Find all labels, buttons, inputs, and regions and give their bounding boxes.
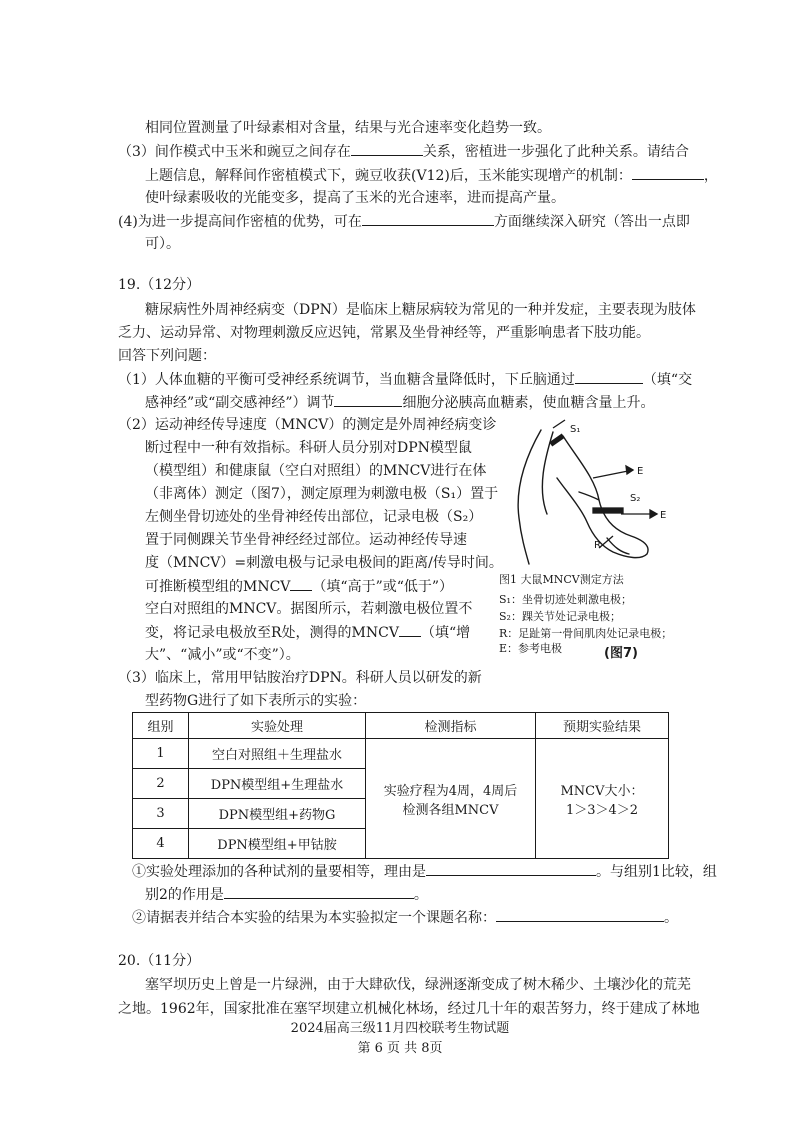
q19-part2-line5: 左侧坐骨切迹处的坐骨神经传出部位，记录电极（S₂） xyxy=(145,509,483,525)
q18-part3-text-a: （3）间作模式中玉米和豌豆之间存在 xyxy=(118,144,351,160)
label-r: R xyxy=(594,540,601,551)
expected-line1: MNCV大小： xyxy=(560,783,644,799)
page-number: 第 6 页 共 8页 xyxy=(357,1041,443,1056)
header-group: 组别 xyxy=(133,713,189,739)
q19-part1-text-a: （1）人体血糖的平衡可受神经系统调节，当血糖含量降低时，下丘脑通过 xyxy=(118,372,575,388)
answer-blank[interactable] xyxy=(575,369,643,384)
q19-intro2: 乏力、运动异常、对物理刺激反应迟钝，常累及坐骨神经等，严重影响患者下肢功能。 xyxy=(118,325,650,341)
q19-part1-text-c: 感神经”或“副交感神经”）调节 xyxy=(145,395,335,411)
expected-line2: 1＞3＞4＞2 xyxy=(565,802,639,818)
label-s1: S₁ xyxy=(570,424,581,435)
q18-part3-text-c-end: ， xyxy=(703,168,718,184)
q19-sub1-text-c: 别2的作用是 xyxy=(145,887,224,903)
q19-part1-line1 xyxy=(118,369,692,390)
q19-part2-text-h-a: 可推断模型组的MNCV xyxy=(145,579,291,595)
q19-part2-text-j-b: （填“增 xyxy=(420,625,471,641)
cell-group: 2 xyxy=(133,769,189,799)
q19-part2-line1: （2）运动神经传导速度（MNCV）的测定是外周神经病变诊 xyxy=(118,417,497,433)
q19-sub1-text-b: 。与组别1比较，组 xyxy=(596,864,717,880)
q19-part2-line10 xyxy=(145,622,470,643)
answer-blank[interactable] xyxy=(399,622,421,637)
answer-blank[interactable] xyxy=(224,884,414,899)
q19-part2-line7: 度（MNCV）=刺激电极与记录电极间的距离/传导时间。 xyxy=(145,555,503,571)
q19-part1-text-b: （填“交 xyxy=(642,372,693,388)
cell-group: 3 xyxy=(133,799,189,829)
answer-blank[interactable] xyxy=(496,907,664,922)
exam-title-footer: 2024届高三级11月四校联考生物试题 xyxy=(290,1021,510,1036)
q19-sub2-text-b: 。 xyxy=(664,910,678,926)
q19-part2-text-h-b: （填“高于”或“低于”） xyxy=(312,579,454,595)
answer-blank[interactable] xyxy=(334,392,402,407)
q18-part4-line1 xyxy=(118,211,690,232)
cell-treatment: 空白对照组＋生理盐水 xyxy=(189,739,366,769)
q19-part2-line6: 置于同侧踝关节坐骨神经经过部位。运动神经传导速 xyxy=(145,532,467,548)
table-header-row xyxy=(133,713,669,739)
answer-blank[interactable] xyxy=(362,211,494,226)
q19-sub1-line2 xyxy=(145,884,428,905)
header-expected: 预期实验结果 xyxy=(536,713,669,739)
answer-blank[interactable] xyxy=(351,141,423,156)
header-indicator: 检测指标 xyxy=(366,713,536,739)
q19-part2-line2: 断过程中一种有效指标。科研人员分别对DPN模型鼠 xyxy=(145,440,472,456)
q19-part2-line4: （非离体）测定（图7），测定原理为刺激电极（S₁）置于 xyxy=(145,486,499,502)
q19-part2-text-j-a: 变，将记录电极放至R处，测得的MNCV xyxy=(145,625,399,641)
q19-part3-line2: 型药物G进行了如下表所示的实验： xyxy=(145,693,367,709)
figure-tag: (图7) xyxy=(604,646,638,661)
answer-blank[interactable] xyxy=(632,165,704,180)
q19-sub1-line1 xyxy=(132,861,717,882)
q19-sub1-text-d: 。 xyxy=(413,887,428,903)
label-e-upper: E xyxy=(637,466,644,477)
q19-part2-line3: （模型组）和健康鼠（空白对照组）的MNCV进行在体 xyxy=(145,463,487,479)
header-treatment: 实验处理 xyxy=(189,713,366,739)
q20-heading: 20.（11分） xyxy=(118,953,201,969)
legend-r: R：足趾第一骨间肌肉处记录电极； xyxy=(499,627,673,640)
arrow-head xyxy=(626,466,633,474)
q19-sub1-text-a: ①实验处理添加的各种试剂的量要相等，理由是 xyxy=(132,864,426,880)
q19-part1-line2 xyxy=(145,392,654,413)
q19-sub2-line1 xyxy=(132,907,678,928)
legend-s1: S₁：坐骨切迹处刺激电极； xyxy=(499,593,632,606)
q18-part3-text-c: 上题信息，解释间作密植模式下，豌豆收获(V12)后，玉米能实现增产的机制： xyxy=(145,168,632,184)
q19-intro3: 回答下列问题： xyxy=(118,348,216,364)
cell-treatment: DPN模型组+生理盐水 xyxy=(189,769,366,799)
q18-part3-line1 xyxy=(118,141,689,162)
arrow-head xyxy=(650,510,657,518)
q19-part3-line1: （3）临床上，常用甲钴胺治疗DPN。科研人员以研发的新 xyxy=(118,670,482,686)
body-outline xyxy=(518,430,541,564)
cell-group: 4 xyxy=(133,829,189,859)
stimulus-electrode-wire xyxy=(553,420,565,428)
cell-treatment: DPN模型组+药物G xyxy=(189,799,366,829)
answer-blank[interactable] xyxy=(426,861,596,876)
label-s2: S₂ xyxy=(630,493,641,504)
q19-part2-line11: 大”、“减小”或“不变”）。 xyxy=(145,647,300,663)
q19-intro1: 糖尿病性外周神经病变（DPN）是临床上糖尿病较为常见的一种并发症，主要表现为肢体 xyxy=(145,302,696,318)
q19-heading: 19.（12分） xyxy=(118,277,201,293)
label-e-lower: E xyxy=(660,510,667,521)
indicator-line1: 实验疗程为4周，4周后 xyxy=(383,783,518,799)
q18-part4-text-b: 方面继续深入研究（答出一点即 xyxy=(493,214,690,230)
q18-part4-line2: 可）。 xyxy=(145,236,180,252)
cell-indicator xyxy=(366,739,536,859)
q18-part3-line2 xyxy=(145,165,718,186)
cell-group: 1 xyxy=(133,739,189,769)
recording-electrode xyxy=(593,508,623,513)
legend-s2: S₂：踝关节处记录电极； xyxy=(499,610,621,623)
answer-blank[interactable] xyxy=(290,576,312,591)
q19-part1-text-d: 细胞分泌胰高血糖素，使血糖含量上升。 xyxy=(402,395,655,411)
indicator-line2: 检测各组MNCV xyxy=(402,802,499,818)
q19-part2-line9: 空白对照组的MNCV。据图所示，若刺激电极位置不 xyxy=(145,601,473,617)
q18-part3-text-b: 关系，密植进一步强化了此种关系。请结合 xyxy=(422,144,689,160)
q18-line1: 相同位置测量了叶绿素相对含量，结果与光合速率变化趋势一致。 xyxy=(145,120,551,136)
cell-treatment: DPN模型组+甲钴胺 xyxy=(189,829,366,859)
q19-part2-line8 xyxy=(145,576,453,597)
q18-part3-line3: 使叶绿素吸收的光能变多，提高了玉米的光合速率，进而提高产量。 xyxy=(145,190,565,206)
foot-line xyxy=(607,538,629,554)
q19-sub2-text-a: ②请据表并结合本实验的结果为本实验拟定一个课题名称： xyxy=(132,910,496,926)
legend-e: E：参考电极 xyxy=(499,642,563,655)
q18-part4-text-a: (4)为进一步提高间作密植的优势，可在 xyxy=(118,214,362,230)
figure-caption: 图1 大鼠MNCV测定方法 xyxy=(499,573,624,586)
cell-expected xyxy=(536,739,669,859)
table-row xyxy=(133,739,669,769)
experiment-table xyxy=(132,712,669,859)
leg-inner-line xyxy=(579,492,599,500)
q20-line2: 之地。1962年，国家批准在塞罕坝建立机械化林场，经过几十年的艰苦努力，终于建成了林地 xyxy=(118,1001,700,1017)
q20-line1: 塞罕坝历史上曾是一片绿洲，由于大肆砍伐，绿洲逐渐变成了树木稀少、土壤沙化的荒芜 xyxy=(145,977,691,993)
